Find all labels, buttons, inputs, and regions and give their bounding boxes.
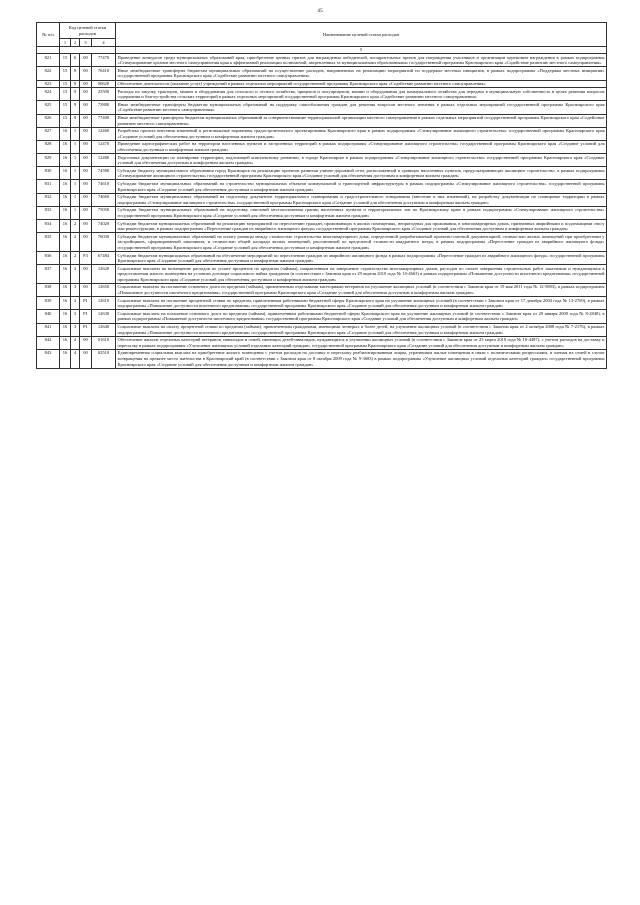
row-number-cell: 842 (37, 336, 60, 349)
table-row (37, 154, 607, 167)
table-row (37, 127, 607, 140)
code-program-cell: 16 (60, 252, 71, 265)
code-program-cell: 16 (60, 154, 71, 167)
code-direction-cell: 00 (80, 349, 92, 368)
code-program-cell: 16 (60, 206, 71, 219)
row-number-cell: 824 (37, 88, 60, 101)
expense-name-cell: Субсидии бюджетам муниципальных образований на подготовку описаний местоположения границ населенных пунктов и территориальных зон по Красноярскому краю в рамках подпрограммы «Стимулирование жилищного строительства» государственной программы Красноярского края «Создание условий для обеспечения доступным и комфортным жильем граждан» (117, 207, 605, 218)
row-number-cell: 839 (37, 297, 60, 310)
expense-name-cell: Иные межбюджетные трансферты бюджетам муниципальных образований на поддержку самообложения граждан для решения вопросов местного значения в рамках отдельных мероприятий государственной программы Красноярского края «Содействие развитию местного самоуправления» (117, 101, 605, 113)
code-subprogram-cell: 1 (71, 193, 80, 206)
table-row (37, 167, 607, 180)
page-number: 45 (317, 8, 323, 14)
table-row (37, 101, 607, 114)
code-program-cell: 16 (60, 349, 71, 368)
code-direction-cell: 00 (80, 167, 92, 180)
row-number-cell: 832 (37, 193, 60, 206)
budget-table (36, 22, 607, 369)
code-direction-cell: 00 (80, 180, 92, 193)
code-subprogram-cell: 3 (71, 297, 80, 310)
code-subprogram-cell: 9 (71, 101, 80, 114)
table-row (37, 297, 607, 310)
code-subprogram-cell: 9 (71, 80, 80, 88)
table-row (37, 310, 607, 323)
code-direction-cell: 00 (80, 265, 92, 284)
code-program-cell: 16 (60, 193, 71, 206)
code-direction-cell: 00 (80, 67, 92, 80)
code-expense-cell: 76030 (92, 233, 116, 252)
code-direction-cell: 00 (80, 114, 92, 127)
code-program-cell: 16 (60, 310, 71, 323)
expense-name-cell: Иные межбюджетные трансферты бюджетам муниципальных образований на осуществление расходов, направленных на реализацию мероприятий по поддержке местных инициатив, в рамках подпрограммы «Поддержка местных инициатив» государственной программы Красноярского края «Содействие развитию местного самоуправления» (117, 67, 605, 79)
code-subprogram-cell: 1 (71, 127, 80, 140)
code-expense-cell: 12610 (92, 297, 116, 310)
code-program-cell: 16 (60, 180, 71, 193)
header-colnum: 3 (80, 39, 92, 47)
code-expense-cell: 12630 (92, 310, 116, 323)
expense-name-cell: Субсидии бюджетам муниципальных образований на строительство муниципальных объектов коммунальной и транспортной инфраструктуры в рамках подпрограммы «Стимулирование жилищного строительства» государственной программы Красноярского края «Создание условий для обеспечения доступным и комфортным жильем граждан» (117, 180, 605, 192)
code-program-cell: 15 (60, 80, 71, 88)
code-direction-cell: F3 (80, 252, 92, 265)
code-subprogram-cell: 3 (71, 310, 80, 323)
code-subprogram-cell: 1 (71, 180, 80, 193)
table-row (37, 220, 607, 233)
expense-name-cell: Расходы на закупку тракторов, машин и оборудования для сельского и лесного хозяйства, прицепов и полуприцепов, машин и оборудования для коммунального хозяйства для передачи в муниципальную собственность в целях решения вопросов содержания и благоустройства сельских территорий в рамках отдельных мероприятий государственной программы Красноярского края «Содействие развитию местного самоуправления» (117, 88, 605, 100)
code-direction-cell: 00 (80, 336, 92, 349)
code-expense-cell: 76410 (92, 67, 116, 80)
header-colnum: 2 (71, 39, 80, 47)
code-expense-cell: 77400 (92, 114, 116, 127)
code-direction-cell: 00 (80, 80, 92, 88)
header-code: Код целевой статьи расходов (60, 23, 116, 39)
code-program-cell: 15 (60, 67, 71, 80)
table-row (37, 206, 607, 219)
code-expense-cell: 74610 (92, 180, 116, 193)
header-colnum: 5 (116, 46, 607, 54)
code-expense-cell: 12650 (92, 283, 116, 296)
table-row (37, 88, 607, 101)
code-direction-cell: 00 (80, 206, 92, 219)
code-subprogram-cell: 6 (71, 54, 80, 67)
code-subprogram-cell: 9 (71, 88, 80, 101)
code-direction-cell: 00 (80, 154, 92, 167)
expense-name-cell: Проведение конкурсов среди муниципальных образований края, приобретение ценных призов для награждения победителей, поощрительных призов для награждения участников и организации церемонии награждения в рамках подпрограммы «Стимулирование органов местного самоуправления края к эффективной реализации полномочий, закрепленных за муниципальными образованиями» государственной программы Красноярского края «Содействие развитию местного самоуправления» (117, 54, 605, 66)
code-direction-cell: 00 (80, 88, 92, 101)
code-subprogram-cell: 4 (71, 349, 80, 368)
code-expense-cell: 67484 (92, 252, 116, 265)
expense-name-cell: Обеспечение жильем отдельных категорий ветеранов, инвалидов и семей, имеющих детей-инвалидов, нуждающихся в улучшении жилищных условий (в соответствии с Законом края от 25 марта 2010 года № 10-4487), с учетом расходов на доставку и пересылку в рамках подпрограммы «Улучшение жилищных условий отдельных категорий граждан» государственной программы Красноярского края «Создание условий для обеспечения доступным и комфортным жильем граждан» (117, 337, 605, 348)
expense-name-cell: Проведение картографических работ на территории населенных пунктов и застроенных территорий в рамках подпрограммы «Стимулирование жилищного строительства» государственной программы Красноярского края «Создание условий для обеспечения доступным и комфортным жильем граждан» (117, 141, 605, 152)
row-number-cell: 823 (37, 80, 60, 88)
row-number-cell: 821 (37, 54, 60, 67)
code-program-cell: 16 (60, 167, 71, 180)
code-expense-cell: 74660 (92, 193, 116, 206)
row-number-cell: 840 (37, 310, 60, 323)
expense-name-cell: Субсидии бюджетам муниципальных образований на реализацию мероприятий по переселению граждан, проживающих в жилых помещениях, непригодных для проживания, в многоквартирных домах, признанных аварийными и подлежащими сносу или реконструкции, в рамках подпрограммы «Переселение граждан из аварийного жилищного фонда» государственной программы Красноярского края «Создание условий для обеспечения доступным и комфортным жильем граждан» (117, 220, 605, 232)
table-row (37, 233, 607, 252)
code-program-cell: 16 (60, 140, 71, 153)
expense-name-cell: Социальные выплаты на погашение процентной ставки по кредитам, привлеченным работниками бюджетной сферы Красноярского края на улучшение жилищных условий (в соответствии с Законом края от 17 декабря 2004 года № 13-2769), в рамках подпрограммы «Повышение доступности ипотечного кредитования» государственной программы Красноярского края «Создание условий для обеспечения доступным и комфортным жильем граждан» (117, 297, 605, 309)
row-number-cell: 833 (37, 206, 60, 219)
code-subprogram-cell: 2 (71, 252, 80, 265)
header-colnum: 1 (60, 39, 71, 47)
row-number-cell: 831 (37, 180, 60, 193)
header-name: Наименование целевой статьи расходов (116, 23, 607, 47)
code-program-cell: 15 (60, 114, 71, 127)
code-subprogram-cell: 1 (71, 140, 80, 153)
code-subprogram-cell: 2 (71, 220, 80, 233)
row-number-cell: 822 (37, 67, 60, 80)
header-colnum (60, 46, 116, 54)
code-subprogram-cell: 8 (71, 67, 80, 80)
expense-name-cell: Обеспечение деятельности (оказание услуг) учреждений в рамках отдельных мероприятий государственной программы Красноярского края «Содействие развитию местного самоуправления» (116, 80, 607, 88)
code-direction-cell: 00 (80, 193, 92, 206)
code-subprogram-cell: 3 (71, 265, 80, 284)
expense-name-cell: Подготовка документации по планировке территории, подлежащей комплексному развитию, в городе Красноярске в рамках подпрограммы «Стимулирование жилищного строительства» государственной программы Красноярского края «Создание условий для обеспечения доступным и комфортным жильем граждан» (117, 154, 605, 166)
row-number-cell: 843 (37, 349, 60, 368)
code-subprogram-cell: 1 (71, 154, 80, 167)
row-number-cell: 830 (37, 167, 60, 180)
expense-name-cell: Субсидии бюджетам муниципальных образований на оплату разницы между стоимостью строительства многоквартирного дома, определенной разрабатываемой проектно-сметной документацией, стоимостью жилых помещений при приобретении у застройщиков, сформированной заказчиком, и стоимостью общей площади жилых помещений, рассчитанной по предельной стоимости квадратного метра, в рамках подпрограммы «Переселение граждан из аварийного жилищного фонда» государственной программы Красноярского края «Создание условий для обеспечения доступным и комфортным жильем граждан» (117, 233, 605, 250)
code-program-cell: 16 (60, 127, 71, 140)
row-number-cell: 834 (37, 220, 60, 233)
code-expense-cell: 74020 (92, 220, 116, 233)
row-number-cell: 827 (37, 127, 60, 140)
row-number-cell: 836 (37, 252, 60, 265)
header-colnum (37, 46, 60, 54)
table-row (37, 283, 607, 296)
table-row (37, 67, 607, 80)
expense-name-cell: Субсидии бюджетам муниципальных образований на обеспечение мероприятий по переселению граждан из аварийного жилищного фонда в рамках подпрограммы «Переселение граждан из аварийного жилищного фонда» государственной программы Красноярского края «Создание условий для обеспечения доступным и комфортным жильем граждан» (117, 252, 605, 264)
code-subprogram-cell: 9 (71, 114, 80, 127)
row-number-cell: 835 (37, 233, 60, 252)
expense-name-cell: Единовременная социальная выплата на приобретение жилого помещения с учетом расходов на доставку и пересылку реабилитированным лицам, утратившим жилые помещения в связи с политическими репрессиями, и членам их семей в случае возвращения на прежнее место жительства в Красноярский край (в соответствии с Законом края от 8 октября 2009 года № 9-3683) в рамках подпрограммы «Улучшение жилищных условий отдельных категорий граждан» государственной программы Красноярского края «Создание условий для обеспечения доступным и комфортным жильем граждан» (117, 350, 605, 367)
expense-name-cell: Социальные выплаты на возмещение расходов по уплате процентов по кредитам (займам), направленным на завершение строительства многоквартирных домов, расходов по оплате завершения строительных работ заказчиком и нуждающимся в предоставлении жилого помещения на условиях договора социального найма гражданам (в соответствии с Законом края от 29 апреля 2010 года № 10-4663) в рамках подпрограммы «Повышение доступности ипотечного кредитования» государственной программы Красноярского края «Создание условий для обеспечения доступным и комфортным жильем граждан» (117, 265, 605, 282)
table-row (37, 180, 607, 193)
expense-name-cell: Социальные выплаты на погашение основного долга по кредитам (займам), привлеченным работниками бюджетной сферы Красноярского края на улучшение жилищных условий (в соответствии с Законом края от 29 января 2009 года № 8-2848), в рамках подпрограммы «Повышение доступности ипотечного кредитования» государственной программы Красноярского края «Создание условий для обеспечения доступным и комфортным жильем граждан» (117, 310, 605, 322)
table-row (37, 54, 607, 67)
code-program-cell: 16 (60, 283, 71, 296)
code-expense-cell: 25500 (92, 88, 116, 101)
code-subprogram-cell: 1 (71, 206, 80, 219)
table-row (37, 140, 607, 153)
code-expense-cell: 77470 (92, 54, 116, 67)
code-program-cell: 16 (60, 336, 71, 349)
code-subprogram-cell: 2 (71, 233, 80, 252)
expense-name-cell: Социальные выплаты на погашение основного долга по кредитам (займам), привлеченным отдельными категориями ветеранов на улучшение жилищных условий (в соответствии с Законом края от 19 мая 2011 года № 12-5883), в рамках подпрограммы «Повышение доступности ипотечного кредитования» государственной программы Красноярского края «Создание условий для обеспечения доступным и комфортным жильем граждан» (117, 284, 605, 296)
table-row (37, 323, 607, 336)
expense-name-cell: Социальные выплаты на оплату процентной ставки по кредитам (займам), привлеченным гражданами, имеющими четверых и более детей, на улучшение жилищных условий (в соответствии с Законом края от 2 октября 2008 года № 7-2176), в рамках подпрограммы «Повышение доступности ипотечного кредитования» государственной программы Красноярского края «Создание условий для обеспечения доступным и комфортным жильем граждан» (117, 324, 605, 335)
code-program-cell: 15 (60, 54, 71, 67)
code-subprogram-cell: 4 (71, 336, 80, 349)
table-row (37, 265, 607, 284)
code-direction-cell: 00 (80, 101, 92, 114)
code-program-cell: 16 (60, 297, 71, 310)
table-row (37, 252, 607, 265)
code-subprogram-cell: 1 (71, 167, 80, 180)
expense-name-cell: Иные межбюджетные трансферты бюджетам муниципальных образований за совершенствование территориальной организации местного самоуправления в рамках отдельных мероприятий государственной программы Красноярского края «Содействие развитию местного самоуправления» (117, 115, 605, 126)
code-direction-cell: P1 (80, 310, 92, 323)
expense-name-cell: Субсидия бюджету муниципального образования город Красноярск на реализацию проектов развития улично-дорожной сети, расположенной в границах населенных пунктов, предусматривающих жилищное строительство, в рамках подпрограммы «Стимулирование жилищного строительства» государственной программы Красноярского края «Создание условий для обеспечения доступным и комфортным жильем граждан» (117, 167, 605, 179)
code-expense-cell: 12620 (92, 265, 116, 284)
code-program-cell: 16 (60, 233, 71, 252)
table-row (37, 349, 607, 368)
row-number-cell: 828 (37, 140, 60, 153)
table-row (37, 193, 607, 206)
row-number-cell: 826 (37, 114, 60, 127)
code-expense-cell: 75050 (92, 206, 116, 219)
code-expense-cell: 12460 (92, 127, 116, 140)
header-colnum: 4 (92, 39, 116, 47)
code-expense-cell: 00620 (92, 80, 116, 88)
code-direction-cell: 00 (80, 220, 92, 233)
code-expense-cell: 12480 (92, 154, 116, 167)
code-expense-cell: 12470 (92, 140, 116, 153)
code-program-cell: 15 (60, 101, 71, 114)
code-subprogram-cell: 3 (71, 283, 80, 296)
code-direction-cell: 00 (80, 54, 92, 67)
row-number-cell: 829 (37, 154, 60, 167)
code-expense-cell: 74580 (92, 167, 116, 180)
code-direction-cell: 00 (80, 140, 92, 153)
code-program-cell: 16 (60, 265, 71, 284)
table-row (37, 80, 607, 88)
code-expense-cell: 73880 (92, 101, 116, 114)
table-row (37, 114, 607, 127)
code-direction-cell: P1 (80, 323, 92, 336)
code-expense-cell: 01610 (92, 336, 116, 349)
code-direction-cell: 00 (80, 127, 92, 140)
code-expense-cell: 12640 (92, 323, 116, 336)
code-program-cell: 16 (60, 220, 71, 233)
row-number-cell: 838 (37, 283, 60, 296)
table-row (37, 336, 607, 349)
code-direction-cell: 00 (80, 283, 92, 296)
expense-name-cell: Разработка проекта внесения изменений в региональные нормативы градостроительного проектирования Красноярского края в рамках подпрограммы «Стимулирование жилищного строительства» государственной программы Красноярского края «Создание условий для обеспечения доступным и комфортным жильем граждан» (117, 128, 605, 139)
expense-name-cell: Субсидии бюджетам муниципальных образований на подготовку документов территориального планирования и градостроительного зонирования (внесение в них изменений), на разработку документации по планировке территории в рамках подпрограммы «Стимулирование жилищного строительства» государственной программы Красноярского края «Создание условий для обеспечения доступным и комфортным жильем граждан» (117, 194, 605, 205)
code-subprogram-cell: 3 (71, 323, 80, 336)
code-program-cell: 15 (60, 88, 71, 101)
code-program-cell: 16 (60, 323, 71, 336)
row-number-cell: 837 (37, 265, 60, 284)
row-number-cell: 841 (37, 323, 60, 336)
row-number-cell: 825 (37, 101, 60, 114)
code-direction-cell: P1 (80, 297, 92, 310)
header-num: № п/п (37, 23, 60, 47)
code-expense-cell: 02510 (92, 349, 116, 368)
code-direction-cell: 00 (80, 233, 92, 252)
